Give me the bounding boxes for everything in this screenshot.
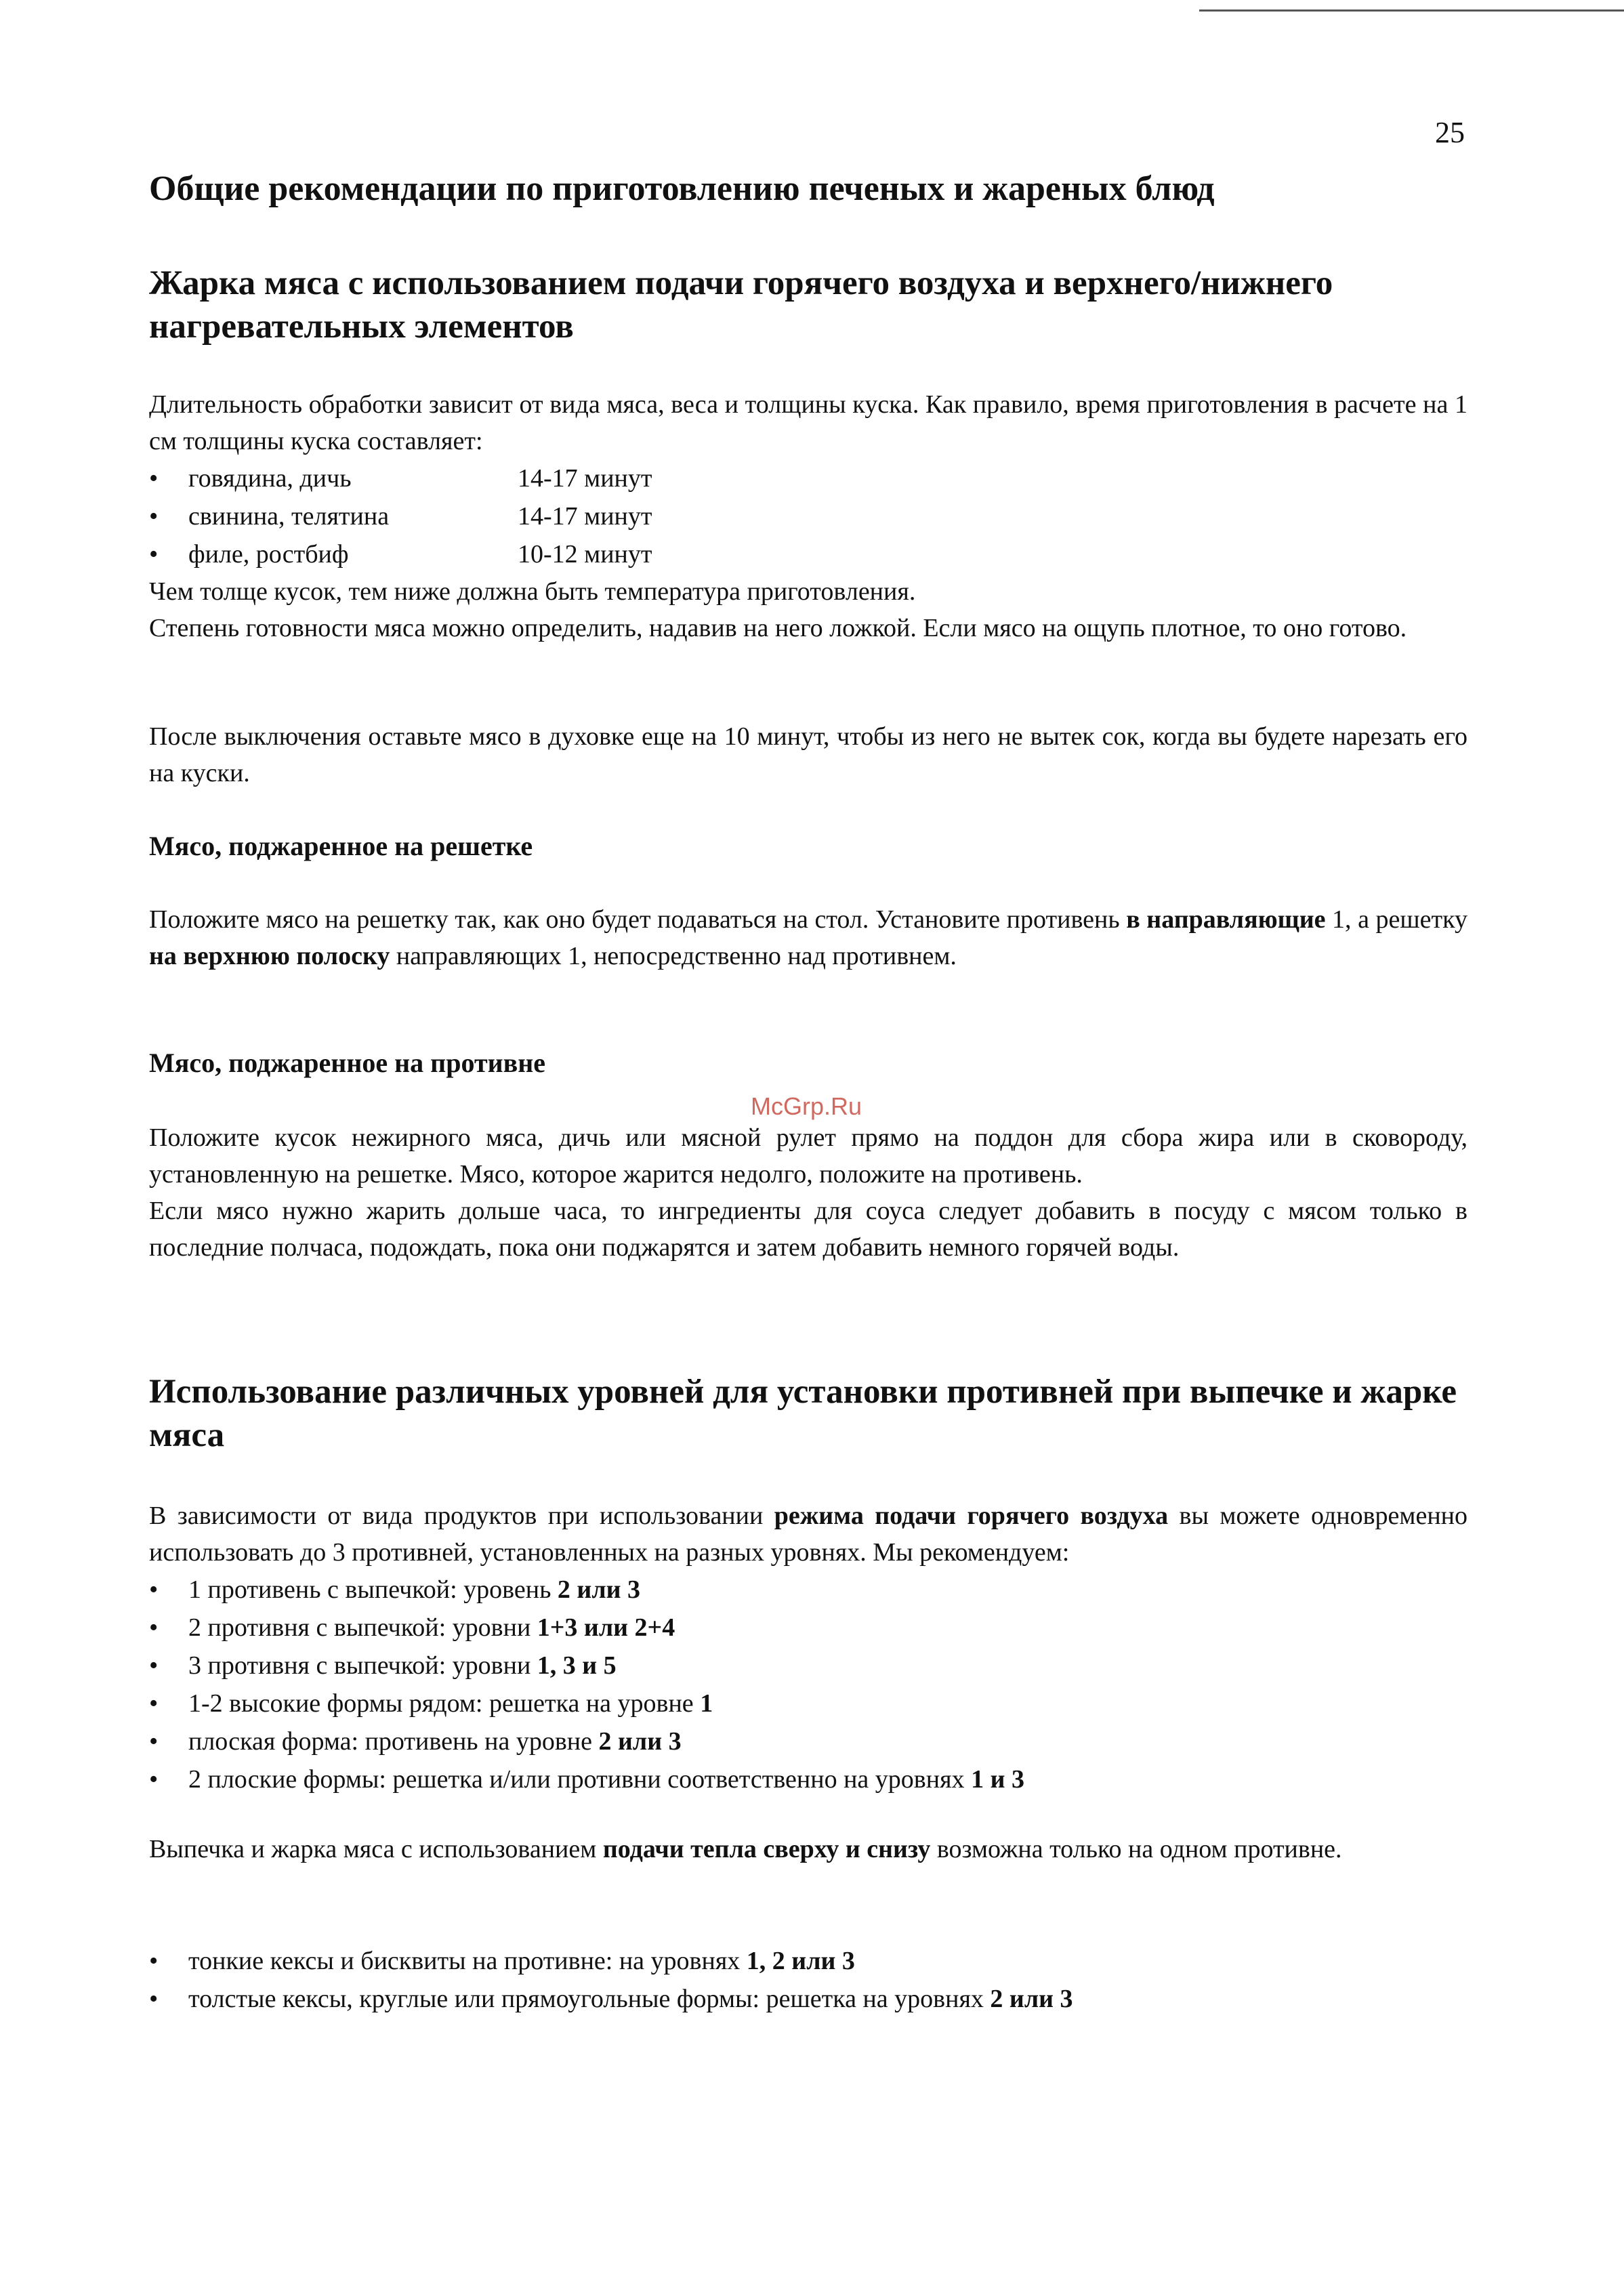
list-item: • тонкие кексы и бисквиты на противне: на уровнях 1, 2 или 3 xyxy=(149,1942,1467,1980)
list-item: • 1 противень с выпечкой: уровень 2 или 3 xyxy=(149,1571,1467,1609)
list-item xyxy=(149,459,1467,497)
section-title-levels: Использование различных уровней для установки противней при выпечке и жарке мяса xyxy=(149,1373,1457,1454)
list-item xyxy=(149,497,1467,535)
cooking-time: 14-17 минут xyxy=(518,464,652,493)
tray-heading: Мясо, поджаренное на противне xyxy=(149,1048,546,1078)
section-levels xyxy=(149,1370,1467,1457)
section-title-roasting: Жарка мяса с использованием подачи горячего воздуха и верхнего/нижнего нагревательных элементов xyxy=(149,264,1333,346)
list-item: • 2 плоские формы: решетка и/или противни соответственно на уровнях 1 и 3 xyxy=(149,1760,1467,1798)
page-title: Общие рекомендации по приготовлению печеных и жареных блюд xyxy=(149,169,1215,208)
tray-text-block xyxy=(149,1119,1467,1266)
resting-note-block xyxy=(149,718,1467,791)
topbottom-list xyxy=(149,1942,1467,2018)
topbottom-list-block xyxy=(149,1942,1467,2018)
meat-type: филе, ростбиф xyxy=(188,540,349,569)
levels-body xyxy=(149,1497,1467,1798)
meat-type: говядина, дичь xyxy=(188,464,352,493)
page-number: 25 xyxy=(1435,116,1465,149)
roasting-body xyxy=(149,386,1467,646)
section-meat-roasting xyxy=(149,262,1467,348)
cooking-times-list xyxy=(149,459,1467,573)
tray-block xyxy=(149,1045,1467,1081)
topbottom-block xyxy=(149,1831,1467,1867)
grill-text: Положите мясо на решетку так, как оно будет подаваться на стол. Установите противень в направляющие 1, а решетку на верхнюю полоску направляющих 1, непосредственно над противнем. xyxy=(149,905,1467,970)
grill-heading: Мясо, поджаренное на решетке xyxy=(149,831,533,861)
topbottom-text: Выпечка и жарка мяса с использованием подачи тепла сверху и снизу возможна только на одном противне. xyxy=(149,1835,1342,1863)
cooking-time: 14-17 минут xyxy=(518,502,652,531)
grill-block xyxy=(149,828,1467,865)
tray-text-1: Положите кусок нежирного мяса, дичь или мясной рулет прямо на поддон для сбора жира или в сковороду, установленную на решетке. Мясо, которое жарится недолго, положите на противень. xyxy=(149,1123,1467,1189)
watermark: McGrp.Ru xyxy=(751,1092,862,1120)
list-item: • 2 противня с выпечкой: уровни 1+3 или 2+4 xyxy=(149,1609,1467,1647)
list-item: • толстые кексы, круглые или прямоугольные формы: решетка на уровнях 2 или 3 xyxy=(149,1980,1467,2018)
levels-intro: В зависимости от вида продуктов при использовании режима подачи горячего воздуха вы можете одновременно использовать до 3 противней, установленных на разных уровнях. Мы рекомендуем: xyxy=(149,1502,1467,1567)
list-item: • 3 противня с выпечкой: уровни 1, 3 и 5 xyxy=(149,1647,1467,1685)
resting-note: После выключения оставьте мясо в духовке еще на 10 минут, чтобы из него не вытек сок, когда вы будете нарезать его на куски. xyxy=(149,722,1467,787)
list-item: • 1-2 высокие формы рядом: решетка на уровне 1 xyxy=(149,1685,1467,1722)
cooking-time: 10-12 минут xyxy=(518,540,652,569)
roasting-intro: Длительность обработки зависит от вида мяса, веса и толщины куска. Как правило, время приготовления в расчете на 1 см толщины куска составляет: xyxy=(149,390,1467,455)
top-edge-line xyxy=(1199,9,1624,12)
grill-text-block xyxy=(149,901,1467,974)
list-item: • плоская форма: противень на уровне 2 или 3 xyxy=(149,1722,1467,1760)
meat-type: свинина, телятина xyxy=(188,502,390,531)
list-item xyxy=(149,535,1467,573)
levels-list xyxy=(149,1571,1467,1798)
thickness-note: Чем толще кусок, тем ниже должна быть температура приготовления. xyxy=(149,577,916,606)
tray-text-2: Если мясо нужно жарить дольше часа, то ингредиенты для соуса следует добавить в посуду с мясом только в последние полчаса, подождать, пока они поджарятся и затем добавить немного горячей воды. xyxy=(149,1197,1467,1262)
doneness-note: Степень готовности мяса можно определить, надавив на него ложкой. Если мясо на ощупь плотное, то оно готово. xyxy=(149,614,1407,642)
